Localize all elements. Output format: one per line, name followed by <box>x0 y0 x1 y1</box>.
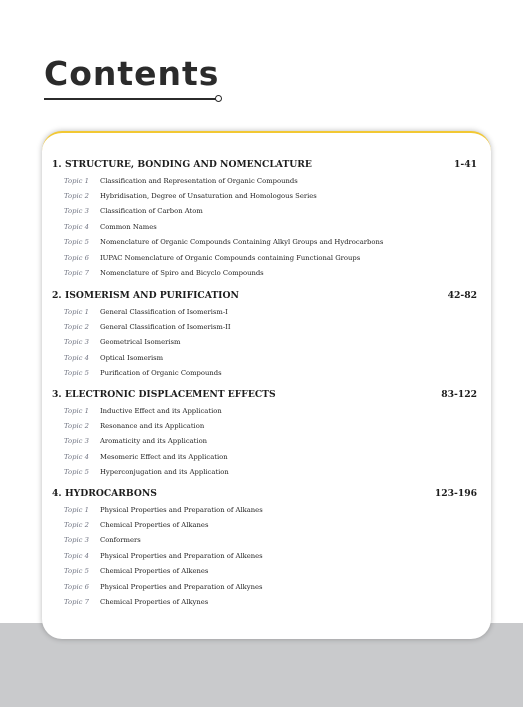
topic-label: Topic 2 <box>64 192 89 201</box>
topic-item[interactable] <box>52 579 477 594</box>
section-heading[interactable] <box>52 290 477 304</box>
topic-title: Resonance and its Application <box>100 422 205 431</box>
title-underline <box>44 98 216 100</box>
topic-title: Classification and Representation of Organic Compounds <box>100 176 298 185</box>
section-4 <box>52 488 477 610</box>
contents-card <box>42 131 491 639</box>
topic-title: General Classification of Isomerism-II <box>100 323 231 332</box>
topic-title: Nomenclature of Spiro and Bicyclo Compounds <box>100 269 264 278</box>
section-title: ISOMERISM AND PURIFICATION <box>65 290 239 301</box>
section-pages: 123-196 <box>434 488 477 499</box>
topic-item[interactable] <box>52 304 477 319</box>
topic-title: Purification of Organic Compounds <box>100 369 222 378</box>
topic-item[interactable] <box>52 350 477 365</box>
section-number: 3. <box>52 389 62 400</box>
topic-label: Topic 1 <box>64 505 89 514</box>
section-heading[interactable] <box>52 159 477 173</box>
topic-item[interactable] <box>52 188 477 203</box>
topic-item[interactable] <box>52 564 477 579</box>
topic-title: Physical Properties and Preparation of Alkanes <box>100 505 263 514</box>
topic-label: Topic 3 <box>64 338 89 347</box>
section-heading[interactable] <box>52 488 477 502</box>
topic-label: Topic 1 <box>64 307 89 316</box>
topic-item[interactable] <box>52 502 477 517</box>
topic-item[interactable] <box>52 235 477 250</box>
topic-label: Topic 5 <box>64 468 89 477</box>
topic-label: Topic 3 <box>64 437 89 446</box>
section-number: 2. <box>52 290 62 301</box>
topic-label: Topic 2 <box>64 323 89 332</box>
topic-item[interactable] <box>52 366 477 381</box>
topic-item[interactable] <box>52 594 477 609</box>
topic-label: Topic 2 <box>64 422 89 431</box>
topic-label: Topic 4 <box>64 222 89 231</box>
topic-title: Conformers <box>100 536 141 545</box>
topic-label: Topic 1 <box>64 176 89 185</box>
section-2 <box>52 290 477 381</box>
topic-item[interactable] <box>52 319 477 334</box>
topic-title: Aromaticity and its Application <box>100 437 208 446</box>
topic-title: Physical Properties and Preparation of Alkenes <box>100 551 263 560</box>
section-number: 4. <box>52 488 62 499</box>
topic-label: Topic 7 <box>64 598 89 607</box>
topic-label: Topic 7 <box>64 269 89 278</box>
topic-title: Geometrical Isomerism <box>100 338 181 347</box>
topic-item[interactable] <box>52 465 477 480</box>
topic-item[interactable] <box>52 517 477 532</box>
topic-title: Chemical Properties of Alkynes <box>100 598 209 607</box>
title-underline-dot <box>215 95 222 102</box>
topic-item[interactable] <box>52 403 477 418</box>
topic-item[interactable] <box>52 533 477 548</box>
topic-item[interactable] <box>52 418 477 433</box>
topic-label: Topic 2 <box>64 521 89 530</box>
topic-title: IUPAC Nomenclature of Organic Compounds containing Functional Groups <box>100 253 361 262</box>
topic-title: Chemical Properties of Alkanes <box>100 521 209 530</box>
section-heading[interactable] <box>52 389 477 403</box>
section-1 <box>52 159 477 281</box>
topic-item[interactable] <box>52 548 477 563</box>
topic-title: Chemical Properties of Alkenes <box>100 567 209 576</box>
topic-item[interactable] <box>52 250 477 265</box>
topic-title: Hybridisation, Degree of Unsaturation and Homologous Series <box>100 192 317 201</box>
topic-item[interactable] <box>52 265 477 280</box>
section-pages: 83-122 <box>441 389 477 400</box>
topic-item[interactable] <box>52 335 477 350</box>
topic-label: Topic 3 <box>64 536 89 545</box>
topic-label: Topic 5 <box>64 369 89 378</box>
topic-item[interactable] <box>52 219 477 234</box>
section-title: HYDROCARBONS <box>65 488 157 499</box>
section-pages: 1-41 <box>454 159 477 170</box>
topic-label: Topic 5 <box>64 238 89 247</box>
topic-title: Inductive Effect and its Application <box>100 406 222 415</box>
topic-label: Topic 6 <box>64 253 89 262</box>
section-pages: 42-82 <box>447 290 477 301</box>
page-title: Contents <box>44 54 220 93</box>
topic-title: Nomenclature of Organic Compounds Containing Alkyl Groups and Hydrocarbons <box>100 238 384 247</box>
topic-item[interactable] <box>52 449 477 464</box>
section-number: 1. <box>52 159 62 170</box>
topic-title: Classification of Carbon Atom <box>100 207 203 216</box>
topic-label: Topic 4 <box>64 353 89 362</box>
topic-label: Topic 4 <box>64 551 89 560</box>
topic-title: Physical Properties and Preparation of Alkynes <box>100 582 263 591</box>
topic-label: Topic 4 <box>64 452 89 461</box>
topic-title: Optical Isomerism <box>100 353 164 362</box>
topic-item[interactable] <box>52 204 477 219</box>
section-3 <box>52 389 477 480</box>
topic-title: General Classification of Isomerism-I <box>100 307 228 316</box>
topic-item[interactable] <box>52 434 477 449</box>
section-title: STRUCTURE, BONDING AND NOMENCLATURE <box>65 159 312 170</box>
topic-title: Common Names <box>100 222 157 231</box>
topic-label: Topic 3 <box>64 207 89 216</box>
topic-label: Topic 6 <box>64 582 89 591</box>
section-title: ELECTRONIC DISPLACEMENT EFFECTS <box>65 389 276 400</box>
topic-item[interactable] <box>52 173 477 188</box>
topic-label: Topic 5 <box>64 567 89 576</box>
topic-title: Mesomeric Effect and its Application <box>100 452 228 461</box>
topic-label: Topic 1 <box>64 406 89 415</box>
topic-title: Hyperconjugation and its Application <box>100 468 229 477</box>
